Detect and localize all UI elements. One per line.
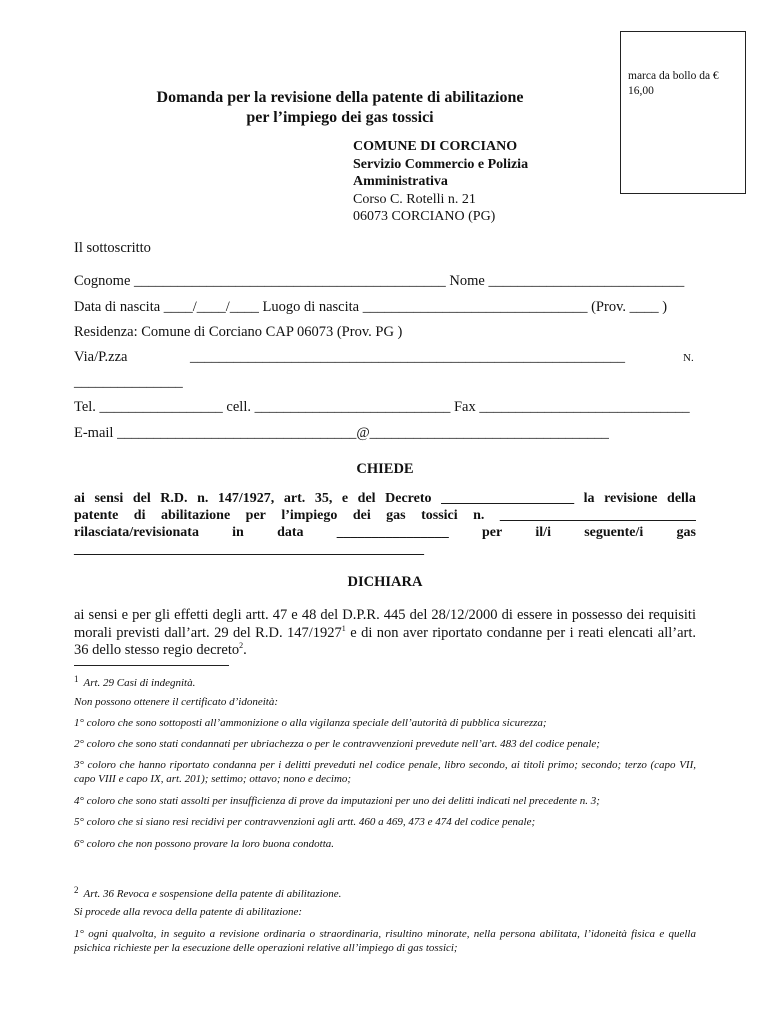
chiede-word: gas	[676, 525, 696, 540]
phone-field[interactable]: Tel. _________________ cell. ___________________________ Fax _____________________________	[74, 399, 690, 415]
title-line-2: per l’impiego dei gas tossici	[246, 109, 434, 126]
chiede-row-2	[74, 507, 696, 524]
footnote-2-item: 1° ogni qualvolta, in seguito a revisione ordinaria o straordinaria, risultino minorate, nella persona abilitata, l’idoneità fisica e quella psichica richieste per la esecuzione delle operazioni relative all’impiego di gas tossici;	[74, 928, 696, 954]
chiede-word: Decreto	[385, 491, 432, 506]
number-label: N.	[683, 352, 694, 364]
footnote-1-item: 2° coloro che sono stati condannati per ubriachezza o per le contravvenzioni prevedute nell’art. 483 del codice penale;	[74, 738, 600, 750]
footnote-2-number: 2	[74, 885, 79, 895]
footnote-ref-2: 2	[239, 641, 244, 651]
email-field[interactable]: E-mail _________________________________@_________________________________	[74, 425, 609, 441]
footnote-1-number: 1	[74, 674, 79, 684]
chiede-word: abilitazione	[160, 508, 231, 523]
dichiara-text-a: ai sensi e per gli effetti degli artt. 47 e 48 del D.P.R. 445 del 28/12/2000 di essere in possesso dei requisiti morali previsti dall’art. 29 del R.D. 147/1927	[74, 607, 696, 641]
number-field[interactable]: _______________	[74, 374, 183, 390]
dichiara-heading: DICHIARA	[347, 574, 423, 590]
street-field[interactable]: ____________________________________________________________	[190, 349, 625, 365]
chiede-word[interactable]: ____________________________	[499, 508, 696, 523]
chiede-word: 35,	[314, 491, 333, 506]
footnote-1-item: 4° coloro che sono stati assolti per insufficienza di prove da imputazioni per uno dei delitti indicati nel precedente n. 3;	[74, 795, 600, 807]
chiede-row-4[interactable]: __________________________________________________	[74, 542, 424, 557]
chiede-word: gas	[386, 508, 406, 523]
residence-line: Residenza: Comune di Corciano CAP 06073 (Prov. PG )	[74, 324, 403, 340]
recipient-office	[353, 138, 528, 226]
chiede-word: ai	[74, 491, 85, 506]
office-street: Corso C. Rotelli n. 21	[353, 191, 476, 207]
footnote-1-title-text: Art. 29 Casi di indegnità.	[83, 677, 196, 689]
birth-field[interactable]: Data di nascita ____/____/____ Luogo di nascita _______________________________ (Prov. ____ )	[74, 299, 668, 315]
footnote-1-intro: Non possono ottenere il certificato d’idoneità:	[74, 696, 278, 708]
chiede-word: in	[232, 525, 244, 540]
chiede-row-3	[74, 524, 696, 541]
office-name: COMUNE DI CORCIANO	[353, 139, 518, 154]
title-line-1: Domanda per la revisione della patente di abilitazione	[156, 89, 524, 106]
document-title	[110, 88, 570, 128]
office-dept-1: Servizio Commercio e Polizia	[353, 156, 529, 172]
dichiara-text-b: e di non aver riportato condanne per i reati elencati all’art. 36 dello stesso regio decreto	[74, 624, 696, 658]
chiede-word: patente	[74, 508, 119, 523]
chiede-word: di	[133, 508, 146, 523]
chiede-word: revisione	[604, 491, 658, 506]
chiede-heading: CHIEDE	[356, 461, 414, 477]
street-label: Via/P.zza	[74, 349, 128, 365]
office-city: 06073 CORCIANO (PG)	[353, 209, 496, 224]
footnote-1-item: 1° coloro che sono sottoposti all’ammonizione o alla vigilanza speciale dell’autorità di pubblica sicurezza;	[74, 717, 547, 729]
chiede-word: R.D.	[160, 491, 188, 506]
chiede-word: seguente/i	[584, 525, 644, 540]
chiede-word: della	[667, 491, 696, 506]
footnote-2-title	[74, 884, 696, 902]
footnote-1-item: 3° coloro che hanno riportato condanna per i delitti preveduti nel codice penale, libro secondo, ai titoli primo; secondo; terzo (capo VII, capo VIII e capo IX, art. 201); settimo; ottavo; nono e decimo;	[74, 759, 696, 785]
chiede-word: n.	[473, 508, 485, 523]
revenue-stamp-label: marca da bollo da € 16,00	[628, 70, 719, 97]
dichiara-paragraph	[74, 607, 696, 660]
chiede-word: e	[341, 491, 349, 506]
chiede-word: data	[277, 525, 304, 540]
chiede-word[interactable]: ________________	[336, 525, 449, 540]
dichiara-text-c: .	[243, 642, 247, 658]
chiede-word: sensi	[94, 491, 124, 506]
footnote-2-title-text: Art. 36 Revoca e sospensione della patente di abilitazione.	[83, 888, 342, 900]
chiede-row-1	[74, 490, 696, 507]
revenue-stamp-box	[620, 31, 746, 194]
name-surname-field[interactable]: Cognome ___________________________________________ Nome ___________________________	[74, 273, 685, 289]
chiede-word: rilasciata/revisionata	[74, 525, 199, 540]
chiede-word: l’impiego	[281, 508, 338, 523]
chiede-word: tossici	[421, 508, 458, 523]
chiede-word: del	[357, 491, 376, 506]
footnote-ref-1: 1	[341, 623, 346, 633]
footnote-1-title	[74, 673, 696, 691]
chiede-word[interactable]: ___________________	[441, 491, 575, 506]
chiede-word: dei	[352, 508, 371, 523]
chiede-word: n.	[197, 491, 209, 506]
chiede-word: 147/1927,	[217, 491, 275, 506]
office-dept-2: Amministrativa	[353, 174, 448, 189]
intro-text: Il sottoscritto	[74, 240, 151, 256]
chiede-word: il/i	[535, 525, 551, 540]
chiede-paragraph	[74, 490, 696, 558]
chiede-word: art.	[283, 491, 306, 506]
footnote-1-item: 6° coloro che non possono provare la loro buona condotta.	[74, 838, 335, 850]
chiede-word: per	[481, 525, 503, 540]
chiede-word: del	[132, 491, 151, 506]
chiede-word: la	[583, 491, 595, 506]
footnote-2-intro: Si procede alla revoca della patente di abilitazione:	[74, 906, 302, 918]
footnote-separator	[74, 665, 229, 666]
chiede-word: per	[245, 508, 266, 523]
footnote-1-item: 5° coloro che si siano resi recidivi per contravvenzioni agli artt. 460 a 469, 473 e 474 del codice penale;	[74, 816, 536, 828]
